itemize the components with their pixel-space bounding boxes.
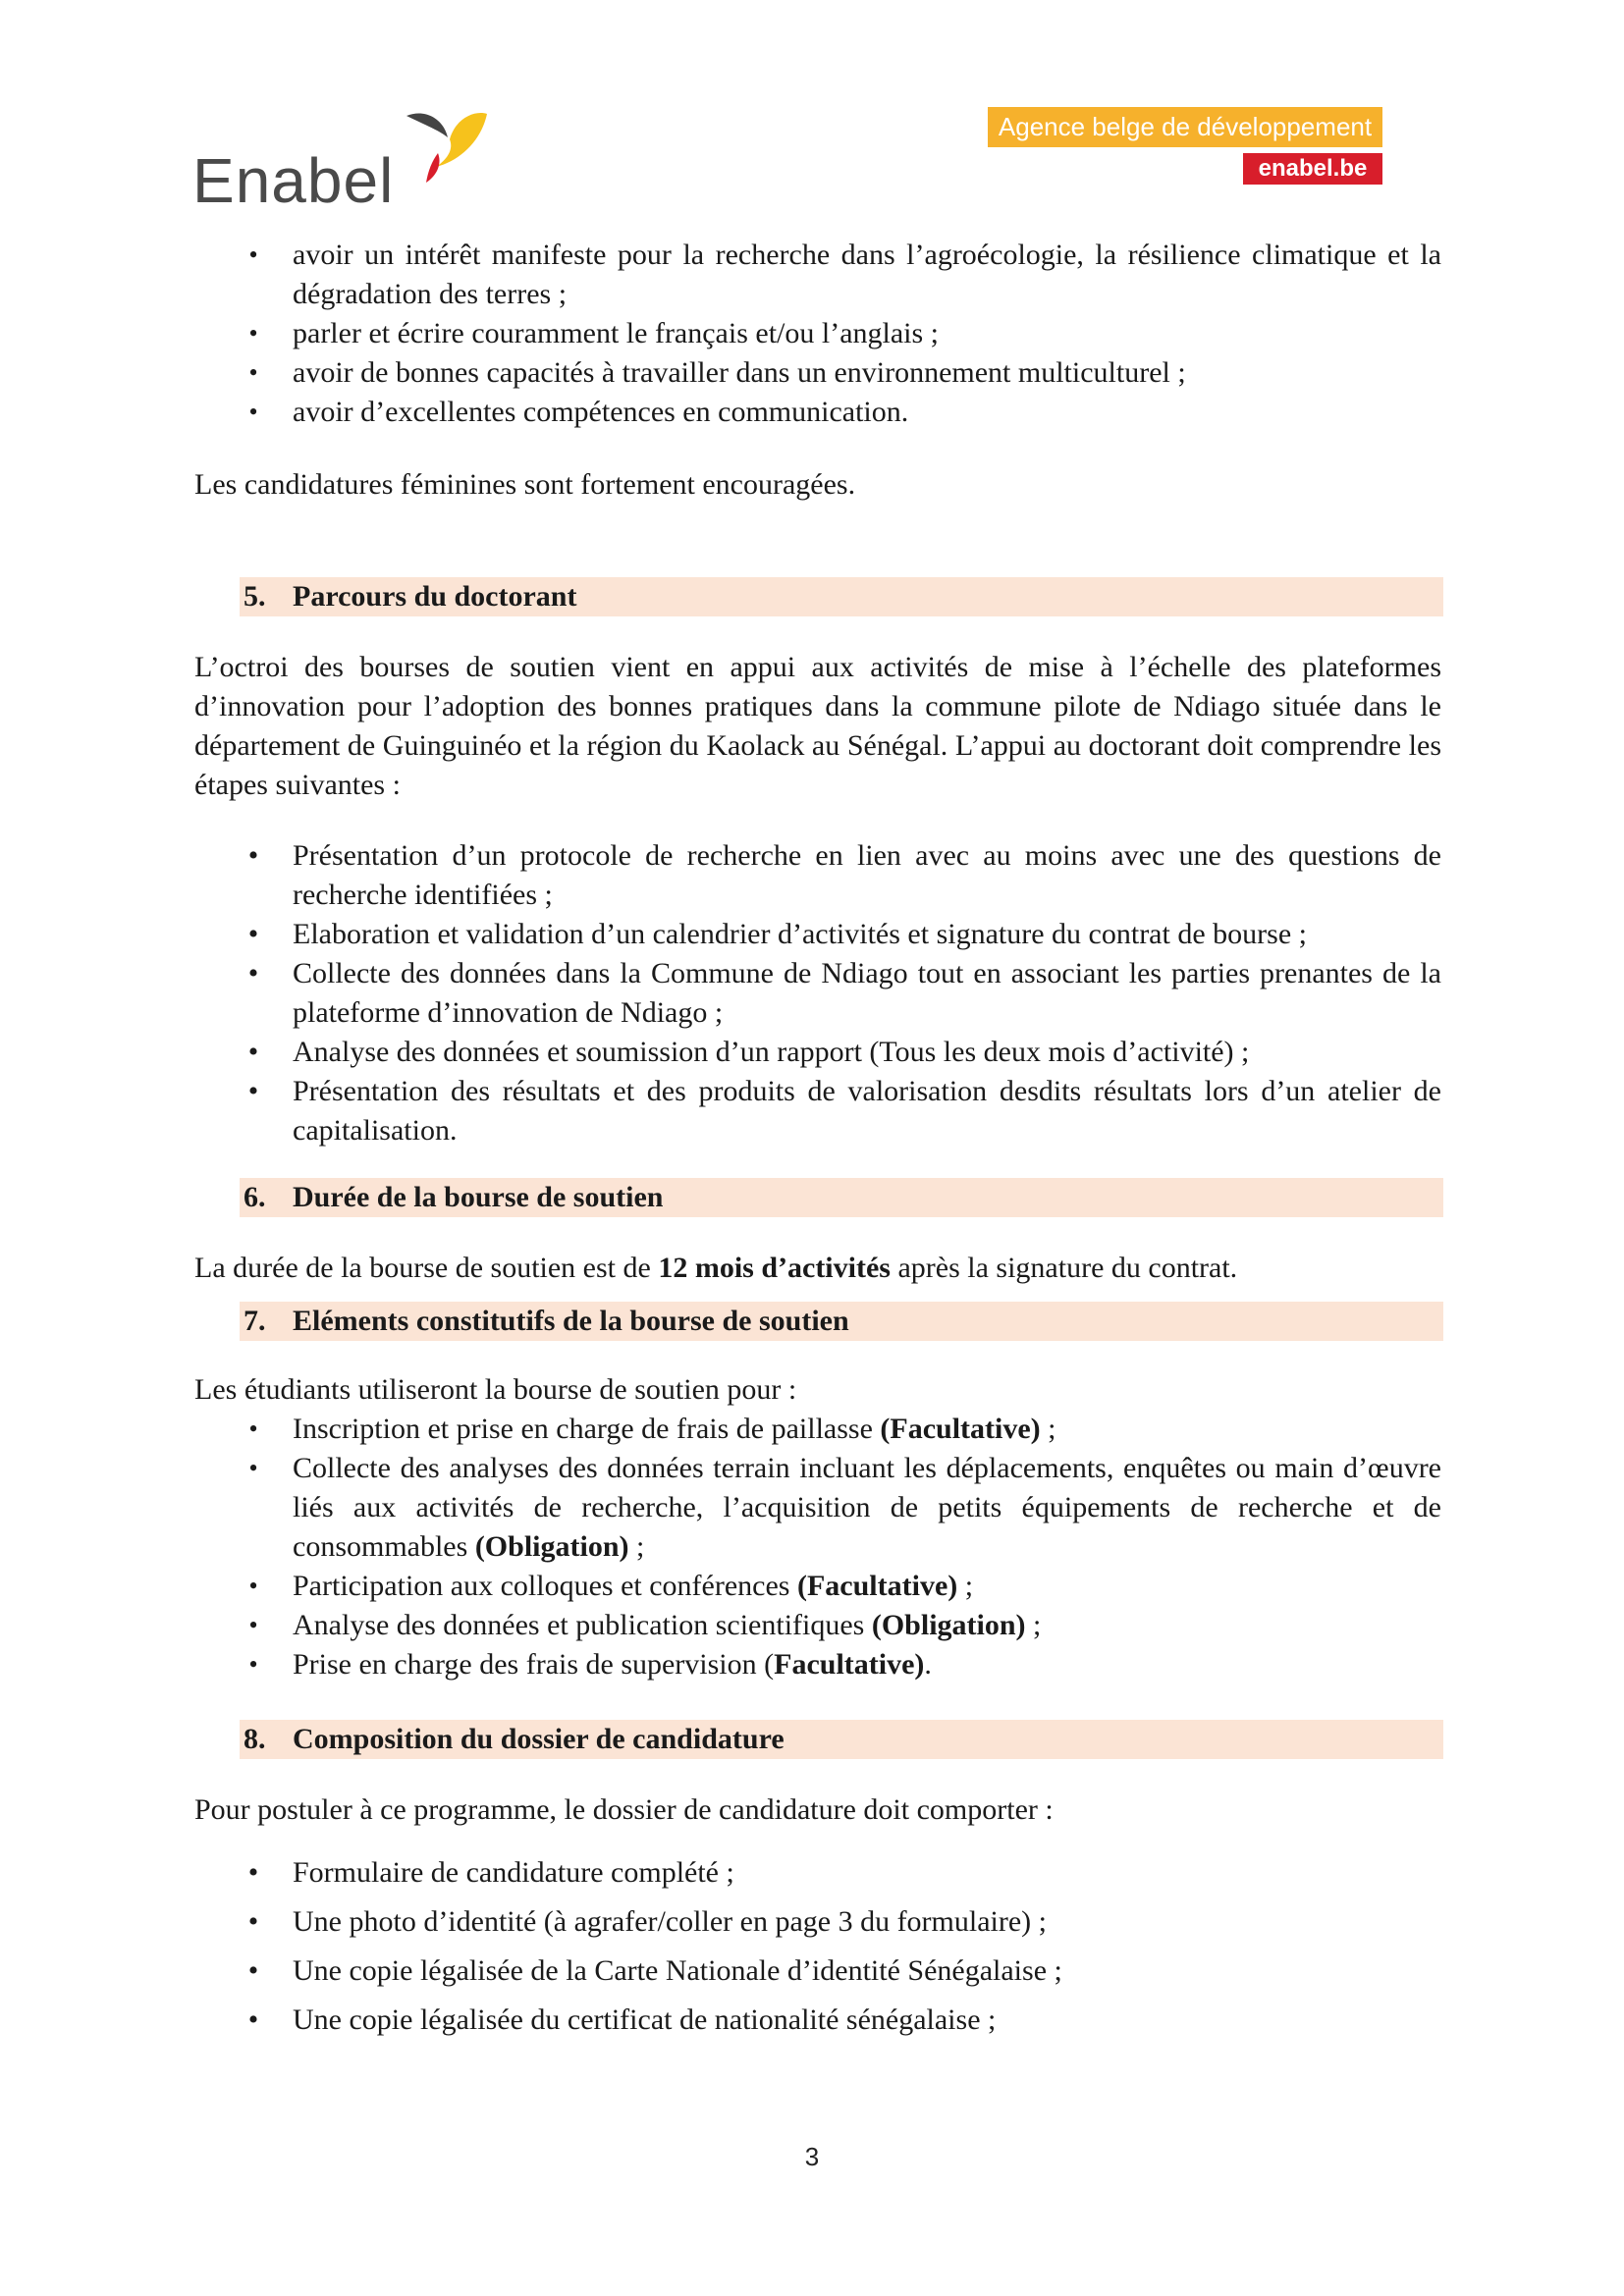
bird-icon (399, 106, 489, 200)
list-item: • avoir de bonnes capacités à travailler dans un environnement multiculturel ; (194, 353, 1441, 393)
list-item: • avoir d’excellentes compétences en communication. (194, 393, 1441, 432)
tagline-banner: Agence belge de développement (988, 107, 1382, 147)
logo-wordmark: Enabel (192, 145, 395, 216)
list-item: • Une copie légalisée du certificat de nationalité sénégalaise ; (194, 2001, 1441, 2040)
list-item: • Présentation des résultats et des produits de valorisation desdits résultats lors d’un atelier de capitalisation. (194, 1072, 1441, 1150)
list-item: • Collecte des analyses des données terrain incluant les déplacements, enquêtes ou main d’œuvre liés aux activités de recherche, l’acquisition de petits équipements de recherche et de consommables (Obligation) ; (194, 1449, 1441, 1567)
section-heading-5 (240, 577, 1443, 616)
section-heading-7 (240, 1302, 1443, 1341)
list-item: • Collecte des données dans la Commune de Ndiago tout en associant les parties prenantes de la plateforme d’innovation de Ndiago ; (194, 954, 1441, 1033)
list-item: • Analyse des données et soumission d’un rapport (Tous les deux mois d’activité) ; (194, 1033, 1441, 1072)
female-candidates-note: Les candidatures féminines sont fortement encouragées. (194, 468, 856, 501)
bullet-glyph: • (248, 1415, 258, 1443)
document-body (194, 236, 1441, 2050)
duration-value: 12 mois d’activités (658, 1252, 891, 1284)
list-item: • Présentation d’un protocole de recherche en lien avec au moins avec une des questions de recherche identifiées ; (194, 836, 1441, 915)
section-heading-6 (240, 1178, 1443, 1217)
section-number: 6. (244, 1181, 266, 1213)
application-docs-list (194, 1853, 1441, 2040)
list-item: • Participation aux colloques et conférences (Facultative) ; (194, 1567, 1441, 1606)
bullet-glyph: • (248, 1611, 258, 1639)
list-item: • Prise en charge des frais de supervision (Facultative). (194, 1645, 1441, 1684)
section-paragraph: Pour postuler à ce programme, le dossier de candidature doit comporter : (194, 1793, 1054, 1826)
section-paragraph: L’octroi des bourses de soutien vient en appui aux activités de mise à l’échelle des plateformes d’innovation pour l’adoption des bonnes pratiques dans la commune pilote de Ndiago située dans le département de Guinguinéo et la région du Kaolack au Sénégal. L’appui au doctorant doit comprendre les étapes suivantes : (194, 651, 1441, 801)
requirement-tag: (Obligation) (474, 1530, 629, 1563)
requirements-list (194, 236, 1441, 432)
enabel-logo (192, 106, 487, 214)
bullet-glyph: • (247, 2003, 259, 2036)
section-heading-8 (240, 1720, 1443, 1759)
website-badge[interactable]: enabel.be (1243, 153, 1382, 185)
bullet-glyph: • (247, 1856, 259, 1889)
bullet-glyph: • (248, 358, 258, 387)
section-paragraph: Les étudiants utiliseront la bourse de soutien pour : (194, 1373, 797, 1406)
section-title: Parcours du doctorant (293, 580, 577, 613)
bullet-glyph: • (248, 398, 258, 426)
requirement-tag: Facultative) (774, 1648, 925, 1681)
bullet-glyph: • (247, 839, 259, 872)
list-item: • Inscription et prise en charge de frais de paillasse (Facultative) ; (194, 1410, 1441, 1449)
requirement-tag: (Facultative) (796, 1570, 958, 1602)
bullet-glyph: • (247, 918, 259, 950)
section-title: Durée de la bourse de soutien (293, 1181, 664, 1213)
requirement-tag: (Obligation) (871, 1609, 1026, 1641)
list-item: • Elaboration et validation d’un calendrier d’activités et signature du contrat de bourse ; (194, 915, 1441, 954)
page-number: 3 (804, 2142, 820, 2171)
bullet-glyph: • (247, 957, 259, 989)
section-title: Eléments constitutifs de la bourse de soutien (293, 1305, 849, 1337)
bullet-glyph: • (247, 1075, 259, 1107)
section-paragraph: La durée de la bourse de soutien est de 12 mois d’activités après la signature du contrat. (194, 1252, 1238, 1284)
bullet-glyph: • (248, 1650, 258, 1679)
section-number: 8. (244, 1723, 266, 1755)
requirement-tag: (Facultative) (880, 1413, 1041, 1445)
section-number: 5. (244, 580, 266, 613)
bullet-glyph: • (248, 1454, 258, 1482)
steps-list (194, 836, 1441, 1150)
list-item: • Une copie légalisée de la Carte Nationale d’identité Sénégalaise ; (194, 1951, 1441, 1991)
bullet-glyph: • (247, 1905, 259, 1938)
section-title: Composition du dossier de candidature (293, 1723, 785, 1755)
list-item: • Analyse des données et publication scientifiques (Obligation) ; (194, 1606, 1441, 1645)
section-number: 7. (244, 1305, 266, 1337)
bullet-glyph: • (248, 319, 258, 347)
bullet-glyph: • (248, 240, 258, 269)
bullet-glyph: • (247, 1036, 259, 1068)
bullet-glyph: • (247, 1954, 259, 1987)
list-item: • Formulaire de candidature complété ; (194, 1853, 1441, 1893)
components-list (194, 1410, 1441, 1684)
bullet-glyph: • (248, 1572, 258, 1600)
list-item: • avoir un intérêt manifeste pour la recherche dans l’agroécologie, la résilience climatique et la dégradation des terres ; (194, 236, 1441, 314)
list-item: • parler et écrire couramment le français et/ou l’anglais ; (194, 314, 1441, 353)
list-item: • Une photo d’identité (à agrafer/coller en page 3 du formulaire) ; (194, 1902, 1441, 1942)
